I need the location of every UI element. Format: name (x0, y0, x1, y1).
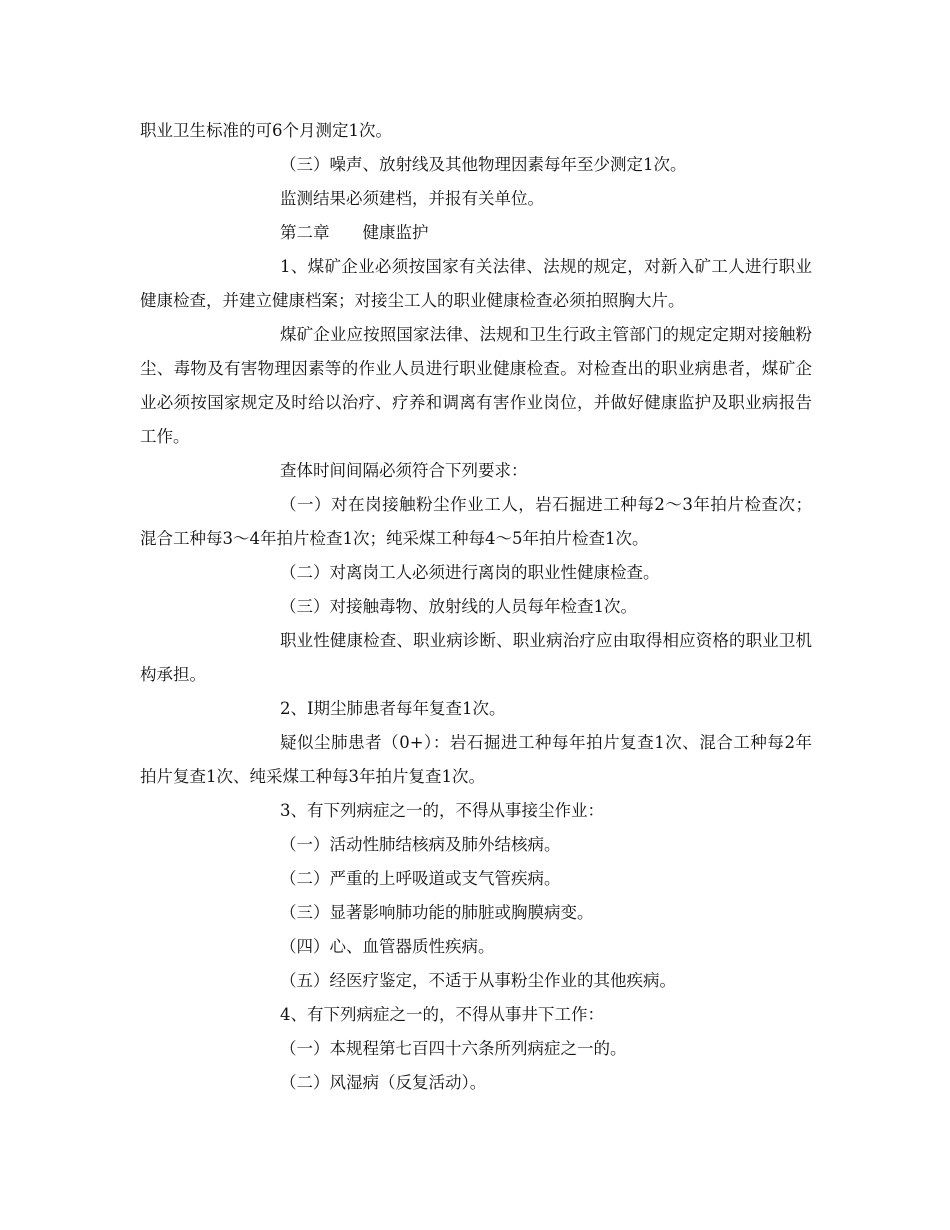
paragraph-item: （三）噪声、放射线及其他物理因素每年至少测定1次。 (280, 155, 687, 174)
paragraph-item: （三）对接触毒物、放射线的人员每年检查1次。 (280, 597, 637, 616)
document-body (140, 114, 812, 1100)
list-item: （二）严重的上呼吸道或支气管疾病。 (280, 869, 561, 888)
paragraph: 4、有下列病症之一的，不得从事井下工作： (280, 1005, 604, 1024)
paragraph: 查体时间间隔必须符合下列要求： (280, 461, 528, 480)
list-item: （一）活动性肺结核病及肺外结核病。 (280, 835, 561, 854)
paragraph: 疑似尘肺患者（0+）：岩石掘进工种每年拍片复查1次、混合工种每2年拍片复查1次、纯采煤工种每3年拍片复查1次。 (140, 733, 812, 786)
paragraph: 职业性健康检查、职业病诊断、职业病治疗应由取得相应资格的职业卫机构承担。 (140, 631, 812, 684)
paragraph: 1、煤矿企业必须按国家有关法律、法规的规定，对新入矿工人进行职业健康检查，并建立健康档案；对接尘工人的职业健康检查必须拍照胸大片。 (140, 257, 812, 310)
chapter-heading: 第二章 健康监护 (280, 223, 429, 242)
list-item: （五）经医疗鉴定，不适于从事粉尘作业的其他疾病。 (280, 971, 676, 990)
list-item: （二）风湿病（反复活动）。 (280, 1073, 487, 1092)
list-item: （三）显著影响肺功能的肺脏或胸膜病变。 (280, 903, 594, 922)
paragraph: 监测结果必须建档，并报有关单位。 (280, 189, 544, 208)
paragraph-item: （一）对在岗接触粉尘作业工人，岩石掘进工种每2～3年拍片检查次；混合工种每3～4年拍片检查1次；纯采煤工种每4～5年拍片检查1次。 (140, 495, 812, 548)
paragraph: 煤矿企业应按照国家法律、法规和卫生行政主管部门的规定定期对接触粉尘、毒物及有害物理因素等的作业人员进行职业健康检查。对检查出的职业病患者，煤矿企业必须按国家规定及时给以治疗、疗养和调离有害作业岗位，并做好健康监护及职业病报告工作。 (140, 325, 812, 446)
list-item: （一）本规程第七百四十六条所列病症之一的。 (280, 1039, 627, 1058)
paragraph-item: （二）对离岗工人必须进行离岗的职业性健康检查。 (280, 563, 660, 582)
paragraph-continuation: 职业卫生标准的可6个月测定1次。 (140, 121, 392, 140)
paragraph: 3、有下列病症之一的，不得从事接尘作业： (280, 801, 604, 820)
paragraph: 2、I期尘肺患者每年复查1次。 (280, 699, 506, 718)
list-item: （四）心、血管器质性疾病。 (280, 937, 495, 956)
